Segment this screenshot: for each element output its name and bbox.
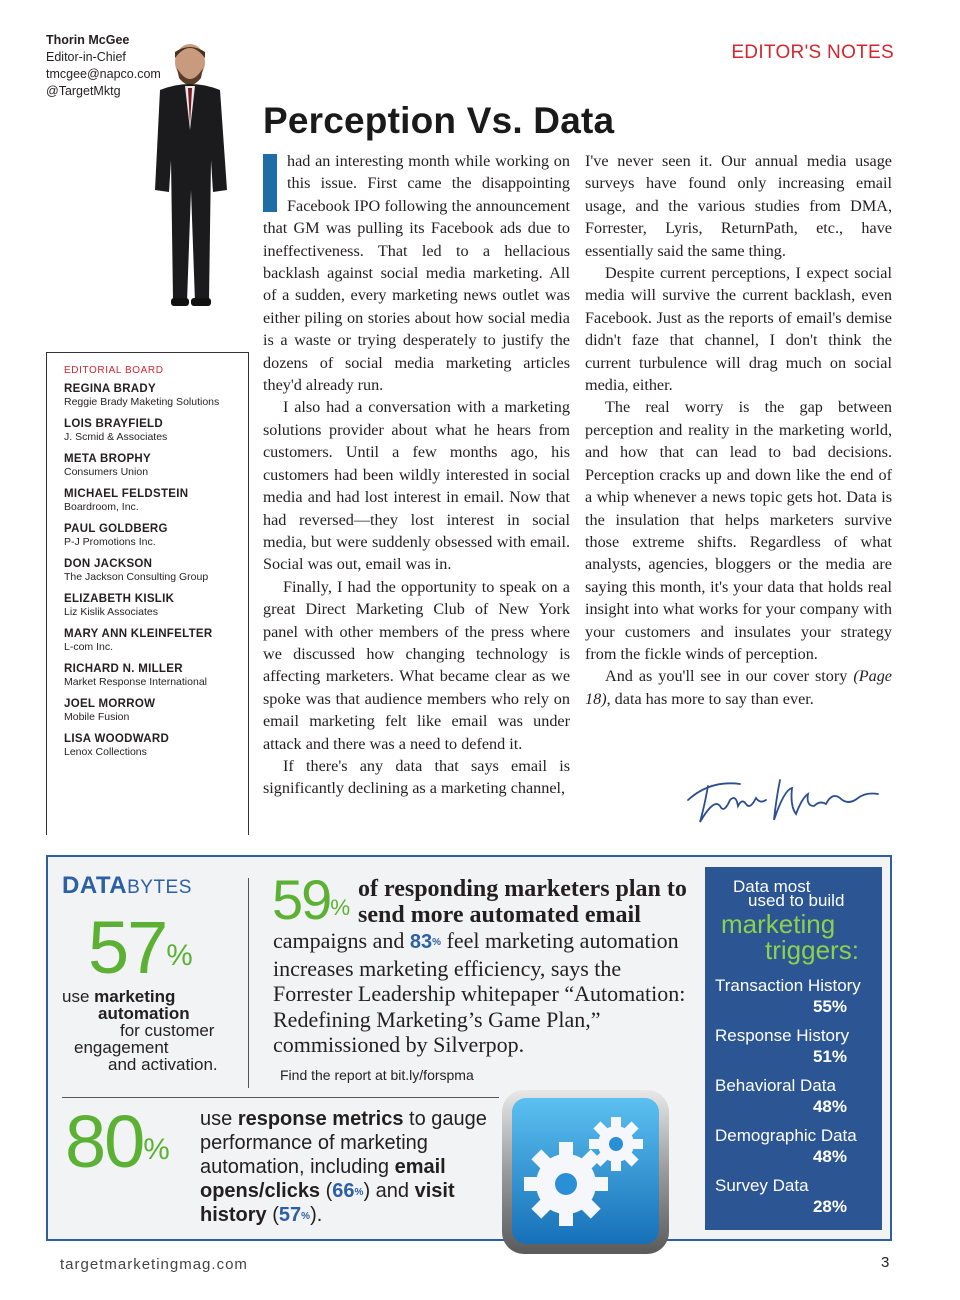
trigger-item xyxy=(715,1075,875,1117)
stat-57-text: use marketing automation for customer engagement and activation. xyxy=(62,987,218,1074)
drop-cap-bar xyxy=(263,154,277,212)
board-member-company: J. Scmid & Associates xyxy=(64,431,168,443)
board-member-name: MICHAEL FELDSTEIN xyxy=(64,488,189,500)
board-member-name: LISA WOODWARD xyxy=(64,733,170,745)
article-paragraph: The real worry is the gap between perception and reality in the marketing world, and how that can lead to bad decisions. Perception cracks up and down like the end of a whip whenever a news topic gets hot. Data is the insulation that helps marketers survive those extreme shifts. Regardless of what analysts, agencies, bloggers or the media are saying this month, it's your data that holds real insight into what works for your company with your customers and insulates your strategy from the fickle winds of perception. xyxy=(585,398,892,663)
article-paragraph: And as you'll see in our cover story (Page 18), data has more to say than ever. xyxy=(585,667,892,708)
trigger-label: Survey Data xyxy=(715,1176,809,1195)
vertical-divider xyxy=(248,878,249,1088)
article-paragraph: If there's any data that says email is significantly declining as a marketing channel, xyxy=(263,756,570,798)
editor-signature xyxy=(680,770,890,832)
trigger-value: 51% xyxy=(812,1047,847,1066)
board-member-name: PAUL GOLDBERG xyxy=(64,523,168,535)
footer-website[interactable]: targetmarketingmag.com xyxy=(60,1256,248,1273)
board-member xyxy=(64,382,248,409)
trigger-item xyxy=(715,1025,875,1067)
stat-80-text: use response metrics to gauge performance of marketing automation, including email opens/clicks (66%) and visit history (57%). xyxy=(200,1108,487,1226)
gears-icon xyxy=(498,1086,673,1258)
trigger-label: Behavioral Data xyxy=(715,1076,836,1095)
board-member xyxy=(64,732,248,759)
article-headline: Perception Vs. Data xyxy=(263,100,615,141)
board-member-company: L-com Inc. xyxy=(64,641,114,653)
trigger-value: 28% xyxy=(812,1197,847,1216)
board-member xyxy=(64,627,248,654)
trigger-item xyxy=(715,975,875,1017)
article-paragraph: Despite current perceptions, I expect social media will survive the current backlash, even Facebook. Just as the reports of email's demise didn't faze that channel, I don't think the current turbulence will drag much on social media, either. xyxy=(585,264,892,395)
article-paragraph: I've never seen it. Our annual media usage surveys have found only increasing email usage, and the various studies from DMA, Forrester, Lyris, ReturnPath, etc., have essentially said the same thing. xyxy=(585,152,892,260)
triggers-heading-highlight: triggers: xyxy=(765,935,859,965)
board-member xyxy=(64,452,248,479)
board-member-company: Mobile Fusion xyxy=(64,711,130,723)
board-member-company: Market Response International xyxy=(64,676,207,688)
trigger-item xyxy=(715,1125,875,1167)
triggers-heading-line: used to build xyxy=(748,891,845,910)
board-member-company: Reggie Brady Maketing Solutions xyxy=(64,396,220,408)
board-member-name: ELIZABETH KISLIK xyxy=(64,593,175,605)
trigger-label: Transaction History xyxy=(715,976,861,995)
stat-59-body: campaigns and 83% feel marketing automation increases marketing efficiency, says the Forrester Leadership whitepaper “Automation: Redefining Marketing’s Game Plan,” commissioned by Silverpop. xyxy=(273,928,686,1058)
board-member xyxy=(64,487,248,514)
board-member-name: JOEL MORROW xyxy=(64,698,156,710)
stat-59-number: 59% xyxy=(272,868,349,931)
trigger-label: Response History xyxy=(715,1026,850,1045)
author-name: Thorin McGee xyxy=(46,33,130,47)
horizontal-divider xyxy=(62,1097,499,1098)
editor-photo xyxy=(135,40,245,340)
board-member-name: DON JACKSON xyxy=(64,558,153,570)
author-twitter[interactable]: @TargetMktg xyxy=(46,84,121,98)
board-member-company: P-J Promotions Inc. xyxy=(64,536,156,548)
board-member-name: META BROPHY xyxy=(64,453,151,465)
article-paragraph: Finally, I had the opportunity to speak on a great Direct Marketing Club of New York panel with other members of the press where we discussed how changing technology is affecting marketers. What became clear as we spoke was that audience members who rely on email marketing felt like email was under attack and there was a need to defend it. xyxy=(263,577,570,753)
stat-57-number: 57% xyxy=(88,906,191,989)
section-label: EDITOR'S NOTES xyxy=(731,42,894,63)
board-member xyxy=(64,697,248,724)
board-member-company: The Jackson Consulting Group xyxy=(64,571,209,583)
marketing-triggers-panel xyxy=(705,867,882,1230)
board-member xyxy=(64,522,248,549)
board-member-company: Liz Kislik Associates xyxy=(64,606,158,618)
article-column-2 xyxy=(585,150,892,710)
cover-story-reference: (Page 18) xyxy=(585,667,892,708)
author-email[interactable]: tmcgee@napco.com xyxy=(46,67,161,81)
board-member-name: LOIS BRAYFIELD xyxy=(64,418,163,430)
article-paragraph: had an interesting month while working on this issue. First came the disappointing Facebook IPO following the announcement that GM was pulling its Facebook ads due to ineffectiveness. That led to a hellacious backlash against social media marketing. All of a sudden, every marketing news outlet was either piling on stories about how social media is a waste or trying desperately to justify the dozens of social media marketing articles they'd already run. xyxy=(263,152,570,395)
page-number: 3 xyxy=(881,1254,890,1271)
author-title: Editor-in-Chief xyxy=(46,50,126,64)
triggers-heading-line: Data most xyxy=(733,877,811,896)
board-member-company: Lenox Collections xyxy=(64,746,147,758)
trigger-value: 48% xyxy=(812,1097,847,1116)
board-member-name: RICHARD N. MILLER xyxy=(64,663,183,675)
board-member-company: Consumers Union xyxy=(64,466,149,478)
trigger-item xyxy=(715,1175,875,1217)
triggers-heading-highlight: marketing xyxy=(721,909,836,939)
board-member-name: REGINA BRADY xyxy=(64,383,156,395)
trigger-label: Demographic Data xyxy=(715,1126,857,1145)
board-member xyxy=(64,557,248,584)
article-paragraph: I also had a conversation with a marketing solutions provider about what he hears from customers. Until a few months ago, his customers had been wildly interested in social media and had lost interest in email. Now that had reversed—they lost interest in social media, but were suddenly obsessed with email. Social was out, email was in. xyxy=(263,398,570,574)
report-link[interactable]: Find the report at bit.ly/forspma xyxy=(280,1067,474,1083)
editorial-board-title: EDITORIAL BOARD xyxy=(64,365,164,376)
trigger-value: 55% xyxy=(812,997,847,1016)
board-member xyxy=(64,417,248,444)
board-member-company: Boardroom, Inc. xyxy=(64,501,139,513)
article-column-1 xyxy=(263,150,570,800)
trigger-value: 48% xyxy=(812,1147,847,1166)
board-member xyxy=(64,592,248,619)
stat-59-headline: of responding marketers plan to send more automated email xyxy=(358,876,687,928)
databytes-title: DATABYTES xyxy=(62,872,192,899)
board-member xyxy=(64,662,248,689)
stat-80-number: 80% xyxy=(65,1100,168,1183)
editorial-board xyxy=(46,352,249,835)
board-member-name: MARY ANN KLEINFELTER xyxy=(64,628,213,640)
